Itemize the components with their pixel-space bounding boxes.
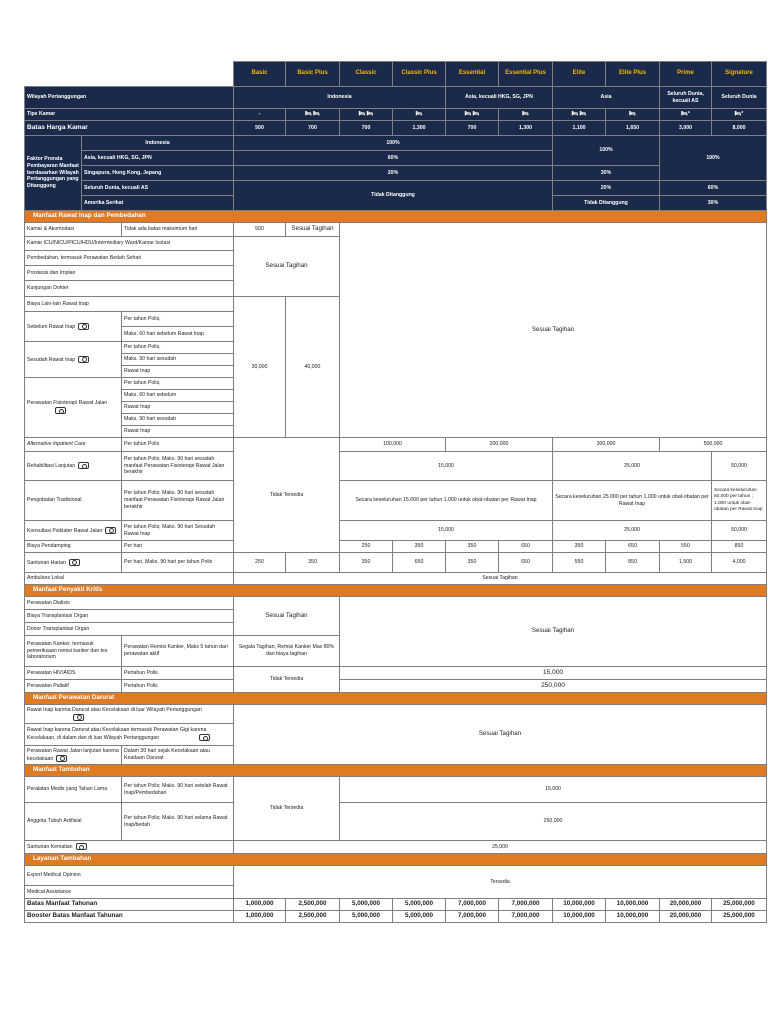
table-row: Ambulans Lokal Sesuai Tagihan bbox=[25, 573, 767, 585]
camera-icon bbox=[69, 559, 80, 566]
table-row: Konsultasi Psikiater Rawat Jalan Per tahun Polis; Maks. 90 hari Sesudah Rawat Inap 15,000 25,000 50,000 bbox=[25, 521, 767, 541]
table-row: Biaya Lain-lain Rawat Inap 30,000 40,000 bbox=[25, 297, 767, 312]
table-row: Rawat Inap bbox=[25, 366, 767, 378]
prorate-row-indonesia: Faktor Prorata Pembayaran Manfaat berdasarkan Wilayah Pertanggungan yang Ditanggung Indonesia 100% 100% 100% bbox=[25, 136, 767, 151]
plan-header-row bbox=[25, 62, 767, 87]
two-bed-icon: 🛏 🛏 bbox=[340, 109, 393, 121]
two-bed-icon: 🛏 🛏 bbox=[446, 109, 499, 121]
annual-limit-row: Batas Manfaat Tahunan 1,000,000 2,500,000 5,000,000 5,000,000 7,000,000 7,000,000 10,000,000 10,000,000 20,000,000 25,000,000 bbox=[25, 899, 767, 911]
plan-elite: Elite bbox=[553, 62, 606, 87]
plan-basic-plus: Basic Plus bbox=[286, 62, 340, 87]
table-row: Rawat Inap bbox=[25, 426, 767, 438]
plan-signature: Signature bbox=[712, 62, 767, 87]
camera-icon bbox=[78, 356, 89, 363]
camera-icon bbox=[56, 755, 67, 762]
camera-icon bbox=[55, 407, 66, 414]
camera-icon bbox=[73, 714, 84, 721]
table-row: Kamar ICU/NICU/PICU/HDU/Intermediary Ward/Kamar Isolasi Sesuai Tagihan bbox=[25, 237, 767, 251]
section-emergency: Manfaat Perawatan Darurat bbox=[25, 693, 767, 705]
bed-icon: 🛏 bbox=[606, 109, 660, 121]
table-row: Expert Medical Opinion Tersedia bbox=[25, 866, 767, 886]
camera-icon bbox=[199, 734, 210, 741]
table-row: Perawatan Kanker, termasuk pemeriksaan remisi kanker dan tes laboratorium Perawatan Remisi Kanker, Maks 5 tahun dari perawatan aktif Segala Tagihan, Remisi Kanker Max 80% dari biaya tagihan bbox=[25, 636, 767, 667]
table-row: Sebelum Rawat Inap Per tahun Polis, bbox=[25, 312, 767, 327]
plan-prime: Prime bbox=[660, 62, 712, 87]
table-row: Kunjungan Dokter bbox=[25, 281, 767, 297]
bed-icon: 🛏 bbox=[499, 109, 553, 121]
benefit-table bbox=[24, 61, 766, 923]
plan-classic: Classic bbox=[340, 62, 393, 87]
plan-essential: Essential bbox=[446, 62, 499, 87]
table-row: Perawatan Rawat Jalan lanjutan karena kecelakaan Dalam 30 hari sejak Kecelakaan atau Keadaan Darurat bbox=[25, 746, 767, 765]
prorate-row-sg-hk-jp: Singapura, Hong Kong, Jepang 20% 30% bbox=[25, 166, 767, 181]
table-row: Medical Assistance bbox=[25, 886, 767, 899]
table-row: Maks. 90 hari sesudah bbox=[25, 414, 767, 426]
table-row: Rawat Inap karena Darurat atau Kecelakaan termasuk Perawatan Gigi karena Kecelakaan, di dalam dan di luar Wilayah Pertanggungan bbox=[25, 724, 767, 746]
prorate-row-asia: Asia, kecuali HKG, SG, JPN 60% bbox=[25, 151, 767, 166]
table-row: Pengobatan Tradisional Per tahun Polis; Maks. 90 hari sesudah manfaat Perawatan Fisioterapi Rawat Jalan berakhir Secara keseluruhan 15.000 per tahun 1.000 untuk obat-obatan per Rawat Inap Secara keseluruhan 25.000 per tahun 1.000 untuk obat-obatan per Rawat Inap Secara keseluruhan 50.000 per tahun ; 1.000 untuk obat-obatan per Rawat Inap bbox=[25, 481, 767, 521]
room-limit-row: Batas Harga Kamar 500 700 700 1,300 700 1,300 1,100 1,650 3,000 8,000 bbox=[25, 121, 767, 136]
table-row: Donor Transplantasi Organ bbox=[25, 623, 767, 636]
camera-icon bbox=[78, 462, 89, 469]
camera-icon bbox=[105, 527, 116, 534]
table-row: Perawatan Dialisis Sesuai Tagihan Sesuai Tagihan bbox=[25, 597, 767, 610]
plan-elite-plus: Elite Plus bbox=[606, 62, 660, 87]
section-additional: Manfaat Tambahan bbox=[25, 765, 767, 777]
table-row: Peralatan Medis yang Tahan Lama Per tahun Polis; Maks. 90 hari setelah Rawat Inap/Pembedahan Tidak Tersedia 15,000 bbox=[25, 777, 767, 803]
table-row: Perawatan Paliatif Pertahun Polis 250,000 bbox=[25, 680, 767, 693]
section-critical: Manfaat Penyakit Kritis bbox=[25, 585, 767, 597]
table-row: Perawatan HIV/AIDS Pertahun Polis Tidak Tersedia 15,000 bbox=[25, 667, 767, 680]
table-row: Sesudah Rawat Inap Per tahun Polis, bbox=[25, 342, 767, 354]
table-row: Maks. 60 hari sebelum Rawat Inap bbox=[25, 327, 767, 342]
table-row: Biaya Transplantasi Organ bbox=[25, 610, 767, 623]
table-row: Santunan Harian Per hari, Maks. 90 hari per tahun Polis 250 350 350 650 350 650 550 850 1,500 4,000 bbox=[25, 553, 767, 573]
table-row: Rawat Inap bbox=[25, 402, 767, 414]
prorate-row-usa: Amerika Serikat Tidak Ditanggung 30% bbox=[25, 196, 767, 211]
table-row: Biaya Pendamping Per hari 250 350 350 650 350 650 550 850 bbox=[25, 541, 767, 553]
table-row: Santunan Kematian 25,000 bbox=[25, 841, 767, 854]
two-bed-icon: 🛏 🛏 bbox=[553, 109, 606, 121]
bed-icon: 🛏 bbox=[393, 109, 446, 121]
plan-essential-plus: Essential Plus bbox=[499, 62, 553, 87]
table-row: Perawatan Fisioterapi Rawat Jalan Per tahun Polis, bbox=[25, 378, 767, 390]
room-type-row: Tipe Kamar - 🛏 🛏 🛏 🛏 🛏 🛏 🛏 🛏 🛏 🛏 🛏 🛏* 🛏* bbox=[25, 109, 767, 121]
table-row: Maks. 60 hari sebelum bbox=[25, 390, 767, 402]
section-inpatient: Manfaat Rawat Inap dan Pembedahan bbox=[25, 211, 767, 223]
two-bed-icon: 🛏 🛏 bbox=[286, 109, 340, 121]
section-services: Layanan Tambahan bbox=[25, 854, 767, 866]
camera-icon bbox=[78, 323, 89, 330]
table-row: Rawat Inap karena Darurat atau Kecelakaan di luar Wilayah Pertanggungan Sesuai Tagihan bbox=[25, 705, 767, 724]
plan-basic: Basic bbox=[234, 62, 286, 87]
table-row: Anggota Tubuh Artifisial Per tahun Polis; Maks. 90 hari selama Rawat Inap/bedah 250,000 bbox=[25, 803, 767, 841]
prorate-row-worldwide: Seluruh Dunia, kecuali AS Tidak Ditanggung 20% 60% bbox=[25, 181, 767, 196]
table-row: Maks. 90 hari sesudah bbox=[25, 354, 767, 366]
table-row: Prostesis dan Implan bbox=[25, 266, 767, 281]
plan-classic-plus: Classic Plus bbox=[393, 62, 446, 87]
table-row: Pembedahan, termasuk Perawatan Bedah Sehari bbox=[25, 251, 767, 266]
booster-limit-row: Booster Batas Manfaat Tahunan 1,000,000 2,500,000 5,000,000 5,000,000 7,000,000 7,000,000 10,000,000 10,000,000 20,000,000 25,000,000 bbox=[25, 911, 767, 923]
table-row: Rehabilitasi Lanjutan Per tahun Polis; Maks. 90 hari sesudah manfaat Perawatan Fisioterapi Rawat Jalan berakhir 15,000 25,000 50,000 bbox=[25, 452, 767, 481]
bed-plus-icon: 🛏* bbox=[660, 109, 712, 121]
coverage-row: Wilayah Pertanggungan Indonesia Asia, kecuali HKG, SG, JPN Asia Seluruh Dunia, kecuali AS Seluruh Dunia bbox=[25, 87, 767, 109]
camera-icon bbox=[76, 843, 87, 850]
bed-plus-icon: 🛏* bbox=[712, 109, 767, 121]
table-row: Kamar & Akomodasi Tidak ada batas maksimum hari 500 Sesuai Tagihan Sesuai Tagihan bbox=[25, 223, 767, 237]
table-row: Alternative Inpatient Care Per tahun Polis Tidak Tersedia 100,000 200,000 300,000 500,000 bbox=[25, 438, 767, 452]
